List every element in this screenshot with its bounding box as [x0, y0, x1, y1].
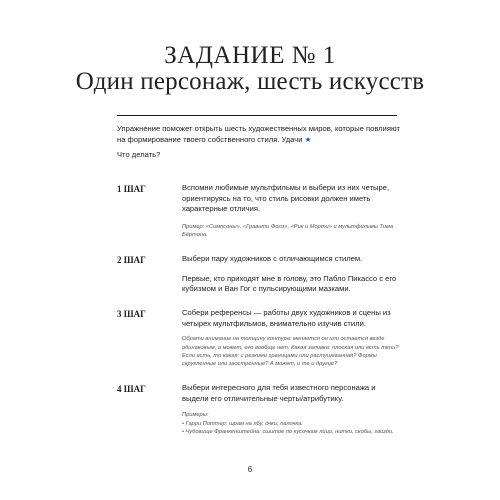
page-number: 6: [247, 465, 253, 474]
step-4-label: 4 ШАГ: [117, 384, 146, 394]
step-4-note-line: Примеры:: [182, 412, 209, 419]
page-title-line2: Один персонаж, шесть искусств: [75, 68, 425, 95]
step-1-note: Пример: «Симпсоны», «Гравити Фолз», «Рик и Морти» и мультфильмы Тима Бёртона.: [182, 223, 394, 239]
step-3-text: Собери референсы — работы двух художников и сцены из четырех мультфильмов, внимательно изучив стили.: [182, 308, 391, 328]
step-1-text: Вспомни любимые мультфильмы и выбери из них четыре, ориентируясь на то, что стиль рисовки должен иметь характерные отличия.: [182, 183, 390, 214]
step-2-text-2: Первые, кто приходят мне в голову, это Пабло Пикассо с его кубизмом и Ван Гог с пульсирующими мазками.: [182, 273, 397, 294]
step-4-notes: [182, 411, 400, 436]
step-4-body: [182, 383, 400, 436]
divider-rule: [117, 115, 397, 116]
step-4-text: Выбери интересного для тебя известного персонажа и выдели его отличительные черты/атрибутику.: [182, 383, 376, 403]
star-icon: ★: [304, 134, 312, 144]
page-title-line1: ЗАДАНИЕ № 1: [164, 42, 336, 69]
step-1-body: [182, 183, 400, 240]
step-2-text: Выбери пару художников с отличающимся стилем.: [182, 254, 363, 263]
intro-text: Упражнение поможет открыть шесть художественных миров, которые повлияют на формирование твоего собственного стиля. Удачи: [117, 124, 401, 144]
step-3-note: Обрати внимание на толщину контура: меняется он или остается везде одинаковым, а может, его вообще нет. Какая заливка: плоская или есть тени? Если есть, то какая: с резкими границами или растушеванная? Формы скругленные или заостренные? А может, и те и другие?: [182, 336, 399, 368]
step-4-note-line: • Гарри Поттер: шрам на лбу, очки, палочка.: [182, 420, 303, 427]
step-3-label: 3 ШАГ: [117, 309, 146, 319]
step-2-label: 2 ШАГ: [117, 255, 146, 265]
step-2-body: [182, 254, 400, 295]
step-3-body: [182, 308, 400, 369]
intro-paragraph: [117, 124, 402, 146]
step-4-note-line: • Чудовище Франкенштейна: сшитое по кусочкам лицо, нитки, скобы, гвозди.: [182, 429, 394, 435]
step-1-label: 1 ШАГ: [117, 184, 146, 194]
what-to-do-label: Что делать?: [117, 150, 161, 159]
